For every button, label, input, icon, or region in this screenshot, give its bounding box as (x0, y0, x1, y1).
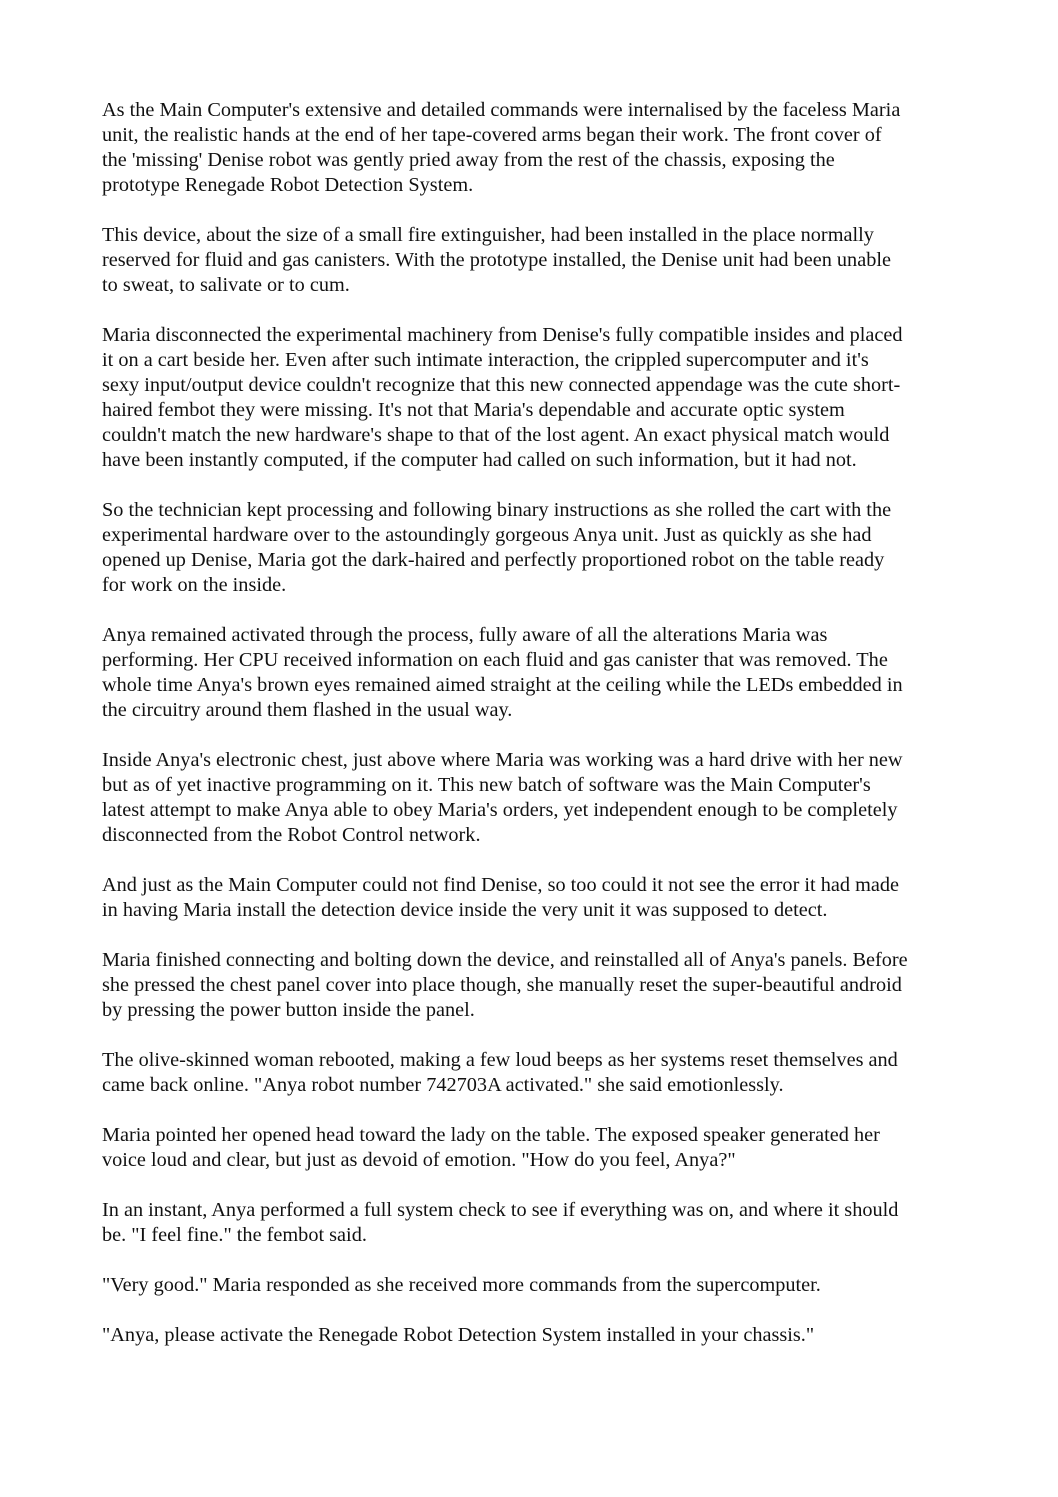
paragraph: This device, about the size of a small fire extinguisher, had been installed in the place normally reserved for fluid and gas canisters. With the prototype installed, the Denise unit had been unable to sweat, to salivate or to cum. (102, 224, 891, 296)
paragraph: Maria disconnected the experimental machinery from Denise's fully compatible insides and placed it on a cart beside her. Even after such intimate interaction, the crippled supercomputer and it's sexy input/output device couldn't recognize that this new connected appendage was the cute short- haired fembot they were missing. It's not that Maria's dependable and accurate optic system couldn't match the new hardware's shape to that of the lost agent. An exact physical match would have been instantly computed, if the computer had called on such information, but it had not. (102, 324, 903, 471)
paragraph: Inside Anya's electronic chest, just above where Maria was working was a hard drive with her new but as of yet inactive programming on it. This new batch of software was the Main Computer's latest attempt to make Anya able to obey Maria's orders, yet independent enough to be completely disconnected from the Robot Control network. (102, 749, 903, 846)
paragraph: "Very good." Maria responded as she received more commands from the supercomputer. (102, 1274, 821, 1296)
paragraph: Anya remained activated through the process, fully aware of all the alterations Maria was performing. Her CPU received information on each fluid and gas canister that was removed. The whole time Anya's brown eyes remained aimed straight at the ceiling while the LEDs embedded in the circuitry around them flashed in the usual way. (102, 624, 903, 721)
paragraph: Maria pointed her opened head toward the lady on the table. The exposed speaker generated her voice loud and clear, but just as devoid of emotion. "How do you feel, Anya?" (102, 1124, 880, 1171)
document-page (102, 98, 962, 1373)
paragraph: Maria finished connecting and bolting down the device, and reinstalled all of Anya's panels. Before she pressed the chest panel cover into place though, she manually reset the super-beautiful android by pressing the power button inside the panel. (102, 949, 908, 1021)
paragraph: So the technician kept processing and following binary instructions as she rolled the cart with the experimental hardware over to the astoundingly gorgeous Anya unit. Just as quickly as she had opened up Denise, Maria got the dark-haired and perfectly proportioned robot on the table ready for work on the inside. (102, 499, 892, 596)
paragraph: "Anya, please activate the Renegade Robot Detection System installed in your chassis." (102, 1324, 815, 1346)
paragraph: As the Main Computer's extensive and detailed commands were internalised by the faceless Maria unit, the realistic hands at the end of her tape-covered arms began their work. The front cover of the 'missing' Denise robot was gently pried away from the rest of the chassis, exposing the prototype Renegade Robot Detection System. (102, 99, 901, 196)
paragraph: In an instant, Anya performed a full system check to see if everything was on, and where it should be. "I feel fine." the fembot said. (102, 1199, 899, 1246)
paragraph: And just as the Main Computer could not find Denise, so too could it not see the error it had made in having Maria install the detection device inside the very unit it was supposed to detect. (102, 874, 900, 921)
paragraph: The olive-skinned woman rebooted, making a few loud beeps as her systems reset themselves and came back online. "Anya robot number 742703A activated." she said emotionlessly. (102, 1049, 898, 1096)
